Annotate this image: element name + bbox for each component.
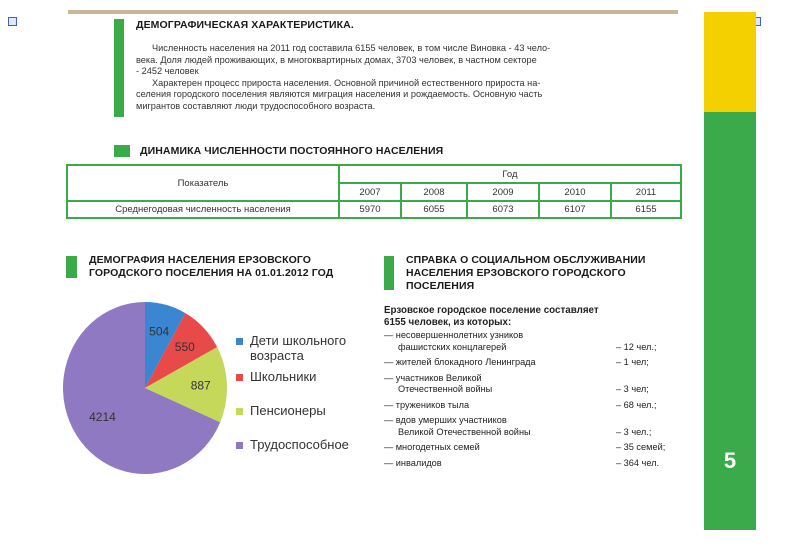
section-marker: [114, 145, 130, 157]
social-list-item: [384, 458, 676, 470]
page-number: 5: [723, 448, 737, 473]
para1-line: века. Доля людей проживающих, в многоквартирных домах, 3703 человек, в частном секторе: [136, 54, 537, 65]
social-item-label: Отечественной войны: [398, 384, 493, 394]
social-item-label: — инвалидов: [384, 457, 442, 468]
year-cell: 2007: [339, 183, 401, 201]
legend-label: Дети школьного: [250, 333, 347, 348]
legend-label: Школьники: [250, 369, 317, 384]
population-table: [66, 164, 682, 219]
chart-title: [89, 254, 333, 280]
para2-line: мигрантов составляют люди трудоспособного возраста.: [136, 100, 376, 111]
social-title-line: НАСЕЛЕНИЯ ЕРЗОВСКОГО ГОРОДСКОГО: [406, 267, 626, 279]
legend-label: возраста: [250, 348, 304, 363]
header-year: Год: [339, 165, 681, 183]
year-cell: 2009: [467, 183, 539, 201]
social-list-item: [384, 373, 676, 396]
value-cell: 6107: [539, 201, 611, 218]
social-item-label: — вдов умерших участников: [384, 415, 507, 425]
pie-legend: [236, 333, 376, 457]
para2-line: селения городского поселения являются миграция населения и рождаемость. Основную часть: [136, 89, 543, 99]
social-list-item: [384, 330, 676, 353]
pie-slice-label: 550: [174, 340, 195, 355]
social-title-line: ПОСЕЛЕНИЯ: [406, 280, 475, 292]
para1-line: - 2452 человек: [136, 66, 199, 76]
value-cell: 6155: [611, 201, 681, 218]
social-item-label: — жителей блокадного Ленинграда: [384, 357, 536, 367]
social-list-item: [384, 442, 676, 454]
social-list-item: [384, 357, 676, 369]
section-marker: [384, 256, 394, 290]
social-item-label: фашистских концлагерей: [398, 341, 507, 352]
dynamics-title: ДИНАМИКА ЧИСЛЕННОСТИ ПОСТОЯННОГО НАСЕЛЕНИЯ: [140, 145, 444, 157]
social-item-label: — участников Великой: [384, 372, 482, 383]
legend-swatch: [236, 408, 243, 415]
legend-item: [236, 437, 376, 457]
social-item-value: – 3 чел;: [616, 384, 649, 394]
pie-slice-label: 887: [190, 378, 211, 393]
para2-line: Характерен процесс прироста населения. Основной причиной естественного прироста на-: [152, 77, 541, 88]
value-cell: 6055: [401, 201, 467, 218]
legend-swatch: [236, 442, 243, 449]
pie-chart: [62, 300, 232, 478]
social-item-label: — тружеников тыла: [384, 399, 470, 410]
year-cell: 2011: [611, 183, 681, 201]
para1-line: Численность населения на 2011 год составила 6155 человек, в том числе Виновка - 43 чело-: [152, 43, 551, 53]
value-cell: 5970: [339, 201, 401, 218]
social-item-value: – 3 чел.;: [616, 426, 652, 437]
year-cell: 2008: [401, 183, 467, 201]
social-item-value: – 35 семей;: [616, 442, 666, 452]
header-indicator: Показатель: [67, 165, 339, 201]
social-title: [406, 254, 646, 293]
legend-item: [236, 369, 376, 403]
social-list-item: [384, 400, 676, 412]
section-marker: [114, 19, 124, 117]
social-item-label: — многодетных семей: [384, 442, 480, 452]
row-label: Среднегодовая численность населения: [67, 201, 339, 218]
value-cell: 6073: [467, 201, 539, 218]
social-list-item: [384, 415, 676, 438]
legend-label: Трудоспособное: [250, 437, 349, 452]
social-item-value: – 1 чел;: [616, 357, 649, 367]
social-item-label: — несовершеннолетних узников: [384, 330, 524, 340]
social-intro-line: Ерзовское городское поселение составляет: [384, 305, 599, 316]
demography-title: ДЕМОГРАФИЧЕСКАЯ ХАРАКТЕРИСТИКА.: [136, 19, 354, 31]
social-item-value: – 68 чел.;: [616, 399, 657, 410]
social-intro: [384, 305, 684, 328]
top-rule: [68, 10, 678, 14]
chart-title-line: ГОРОДСКОГО ПОСЕЛЕНИЯ НА 01.01.2012 ГОД: [89, 267, 334, 279]
social-list: [384, 330, 676, 473]
sidebar-yellow-block: [704, 12, 756, 112]
demography-text: [136, 43, 656, 112]
legend-swatch: [236, 374, 243, 381]
social-item-label: Великой Отечественной войны: [398, 426, 531, 437]
social-item-value: – 12 чел.;: [616, 341, 657, 352]
legend-item: [236, 333, 376, 367]
pie-slice-label: 504: [149, 324, 170, 339]
chart-title-line: ДЕМОГРАФИЯ НАСЕЛЕНИЯ ЕРЗОВСКОГО: [89, 254, 312, 266]
legend-item: [236, 403, 376, 437]
social-item-value: – 364 чел.: [616, 457, 660, 468]
social-intro-line: 6155 человек, из которых:: [384, 316, 512, 328]
resize-handle-left[interactable]: [8, 17, 17, 26]
legend-label: Пенсионеры: [250, 403, 326, 418]
pie-slice-label: 4214: [89, 410, 116, 425]
legend-swatch: [236, 338, 243, 345]
social-title-line: СПРАВКА О СОЦИАЛЬНОМ ОБСЛУЖИВАНИИ: [406, 254, 646, 266]
year-cell: 2010: [539, 183, 611, 201]
section-marker: [66, 256, 77, 278]
